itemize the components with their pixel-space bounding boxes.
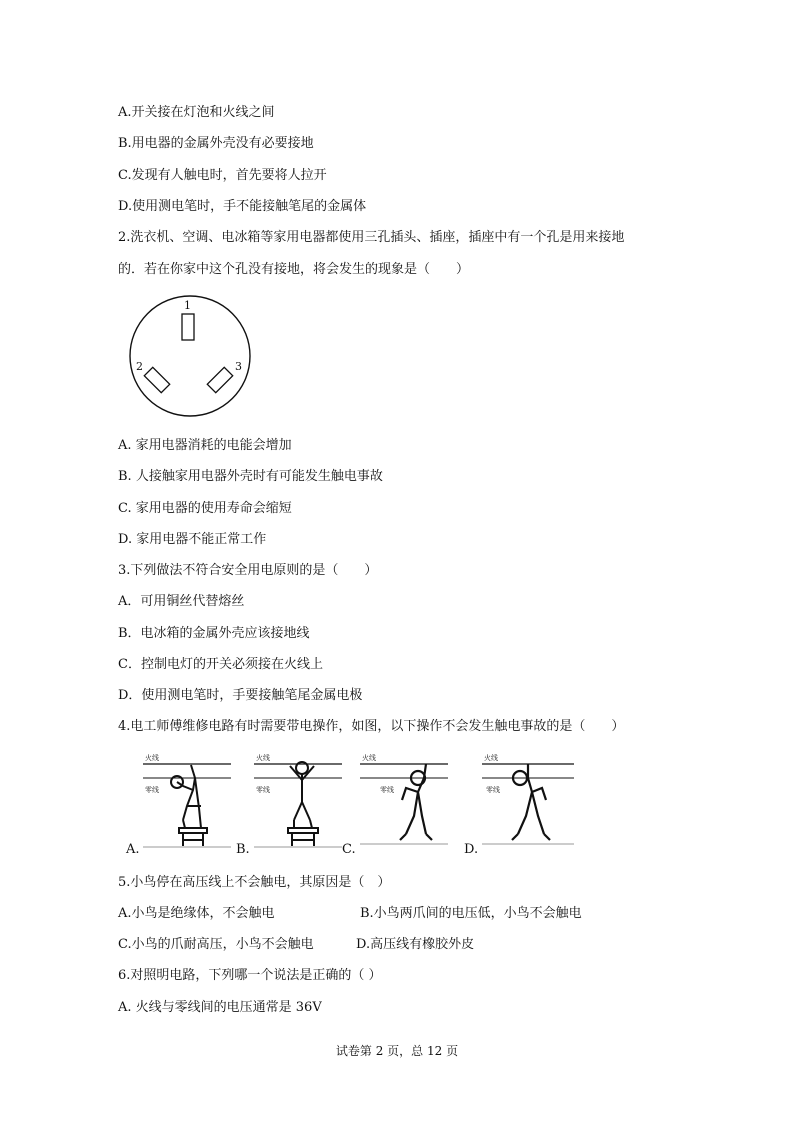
q6-option-a: A. 火线与零线间的电压通常是 36V bbox=[118, 1000, 322, 1015]
q1-option-c: C.发现有人触电时，首先要将人拉开 bbox=[118, 168, 327, 183]
q1-option-a: A.开关接在灯泡和火线之间 bbox=[118, 105, 275, 120]
q2-option-a: A. 家用电器消耗的电能会增加 bbox=[118, 438, 292, 453]
person-icon bbox=[400, 764, 432, 840]
live-wire-label: 火线 bbox=[256, 754, 270, 762]
q4-label-b: B. bbox=[236, 842, 250, 857]
q5-options-row1 bbox=[118, 905, 582, 923]
stool-icon bbox=[288, 828, 318, 846]
q4-stem: 4.电工师傅维修电路有时需要带电操作，如图，以下操作不会发生触电事故的是（ ） bbox=[118, 719, 625, 734]
neutral-wire-label: 零线 bbox=[380, 786, 394, 794]
q4-figure-d bbox=[482, 748, 577, 848]
q3-stem: 3.下列做法不符合安全用电原则的是（ ） bbox=[118, 563, 378, 578]
stool-icon bbox=[179, 828, 207, 846]
q4-figure-c bbox=[360, 748, 450, 848]
q5-option-d: D.高压线有橡胶外皮 bbox=[356, 937, 475, 952]
q1-option-d: D.使用测电笔时，手不能接触笔尾的金属体 bbox=[118, 199, 367, 214]
person-icon bbox=[290, 762, 314, 828]
q2-option-d: D. 家用电器不能正常工作 bbox=[118, 532, 267, 547]
socket-label-2: 2 bbox=[136, 360, 143, 373]
q2-option-c: C. 家用电器的使用寿命会缩短 bbox=[118, 501, 292, 516]
q4-label-d: D. bbox=[464, 842, 479, 857]
q4-label-a: A. bbox=[126, 842, 140, 857]
q2-stem-line2: 的．若在你家中这个孔没有接地，将会发生的现象是（ ） bbox=[118, 262, 470, 277]
q4-label-c: C. bbox=[342, 842, 356, 857]
q4-figure-a bbox=[143, 748, 233, 848]
q5-option-a: A.小鸟是绝缘体，不会触电 bbox=[118, 906, 275, 921]
person-icon bbox=[512, 764, 550, 840]
person-icon bbox=[171, 765, 201, 828]
socket-label-3: 3 bbox=[235, 360, 242, 373]
q1-option-b: B.用电器的金属外壳没有必要接地 bbox=[118, 136, 314, 151]
socket-hole-1 bbox=[182, 314, 194, 340]
neutral-wire-label: 零线 bbox=[256, 786, 270, 794]
live-wire-label: 火线 bbox=[362, 754, 376, 762]
q6-stem: 6.对照明电路，下列哪一个说法是正确的（ ） bbox=[118, 968, 382, 983]
q5-options-row2 bbox=[118, 936, 475, 954]
q2-option-b: B. 人接触家用电器外壳时有可能发生触电事故 bbox=[118, 469, 383, 484]
q3-option-a: A．可用铜丝代替熔丝 bbox=[118, 594, 245, 609]
q3-option-c: C．控制电灯的开关必须接在火线上 bbox=[118, 657, 323, 672]
socket-hole-3 bbox=[207, 367, 232, 392]
q5-option-c: C.小鸟的爪耐高压，小鸟不会触电 bbox=[118, 937, 314, 952]
neutral-wire-label: 零线 bbox=[145, 786, 159, 794]
q3-option-d: D．使用测电笔时，手要接触笔尾金属电极 bbox=[118, 688, 363, 703]
q5-option-b: B.小鸟两爪间的电压低，小鸟不会触电 bbox=[360, 906, 582, 921]
q2-stem-line1: 2.洗衣机、空调、电冰箱等家用电器都使用三孔插头、插座，插座中有一个孔是用来接地 bbox=[118, 230, 625, 245]
q4-figure-b bbox=[254, 748, 344, 848]
q3-option-b: B．电冰箱的金属外壳应该接地线 bbox=[118, 626, 310, 641]
socket-hole-2 bbox=[144, 367, 169, 392]
page-footer: 试卷第 2 页，总 12 页 bbox=[335, 1044, 459, 1058]
three-hole-socket-figure bbox=[128, 294, 253, 419]
live-wire-label: 火线 bbox=[484, 754, 498, 762]
q5-stem: 5.小鸟停在高压线上不会触电，其原因是（ ） bbox=[118, 875, 391, 890]
socket-label-1: 1 bbox=[184, 299, 191, 312]
live-wire-label: 火线 bbox=[145, 754, 159, 762]
neutral-wire-label: 零线 bbox=[486, 786, 500, 794]
